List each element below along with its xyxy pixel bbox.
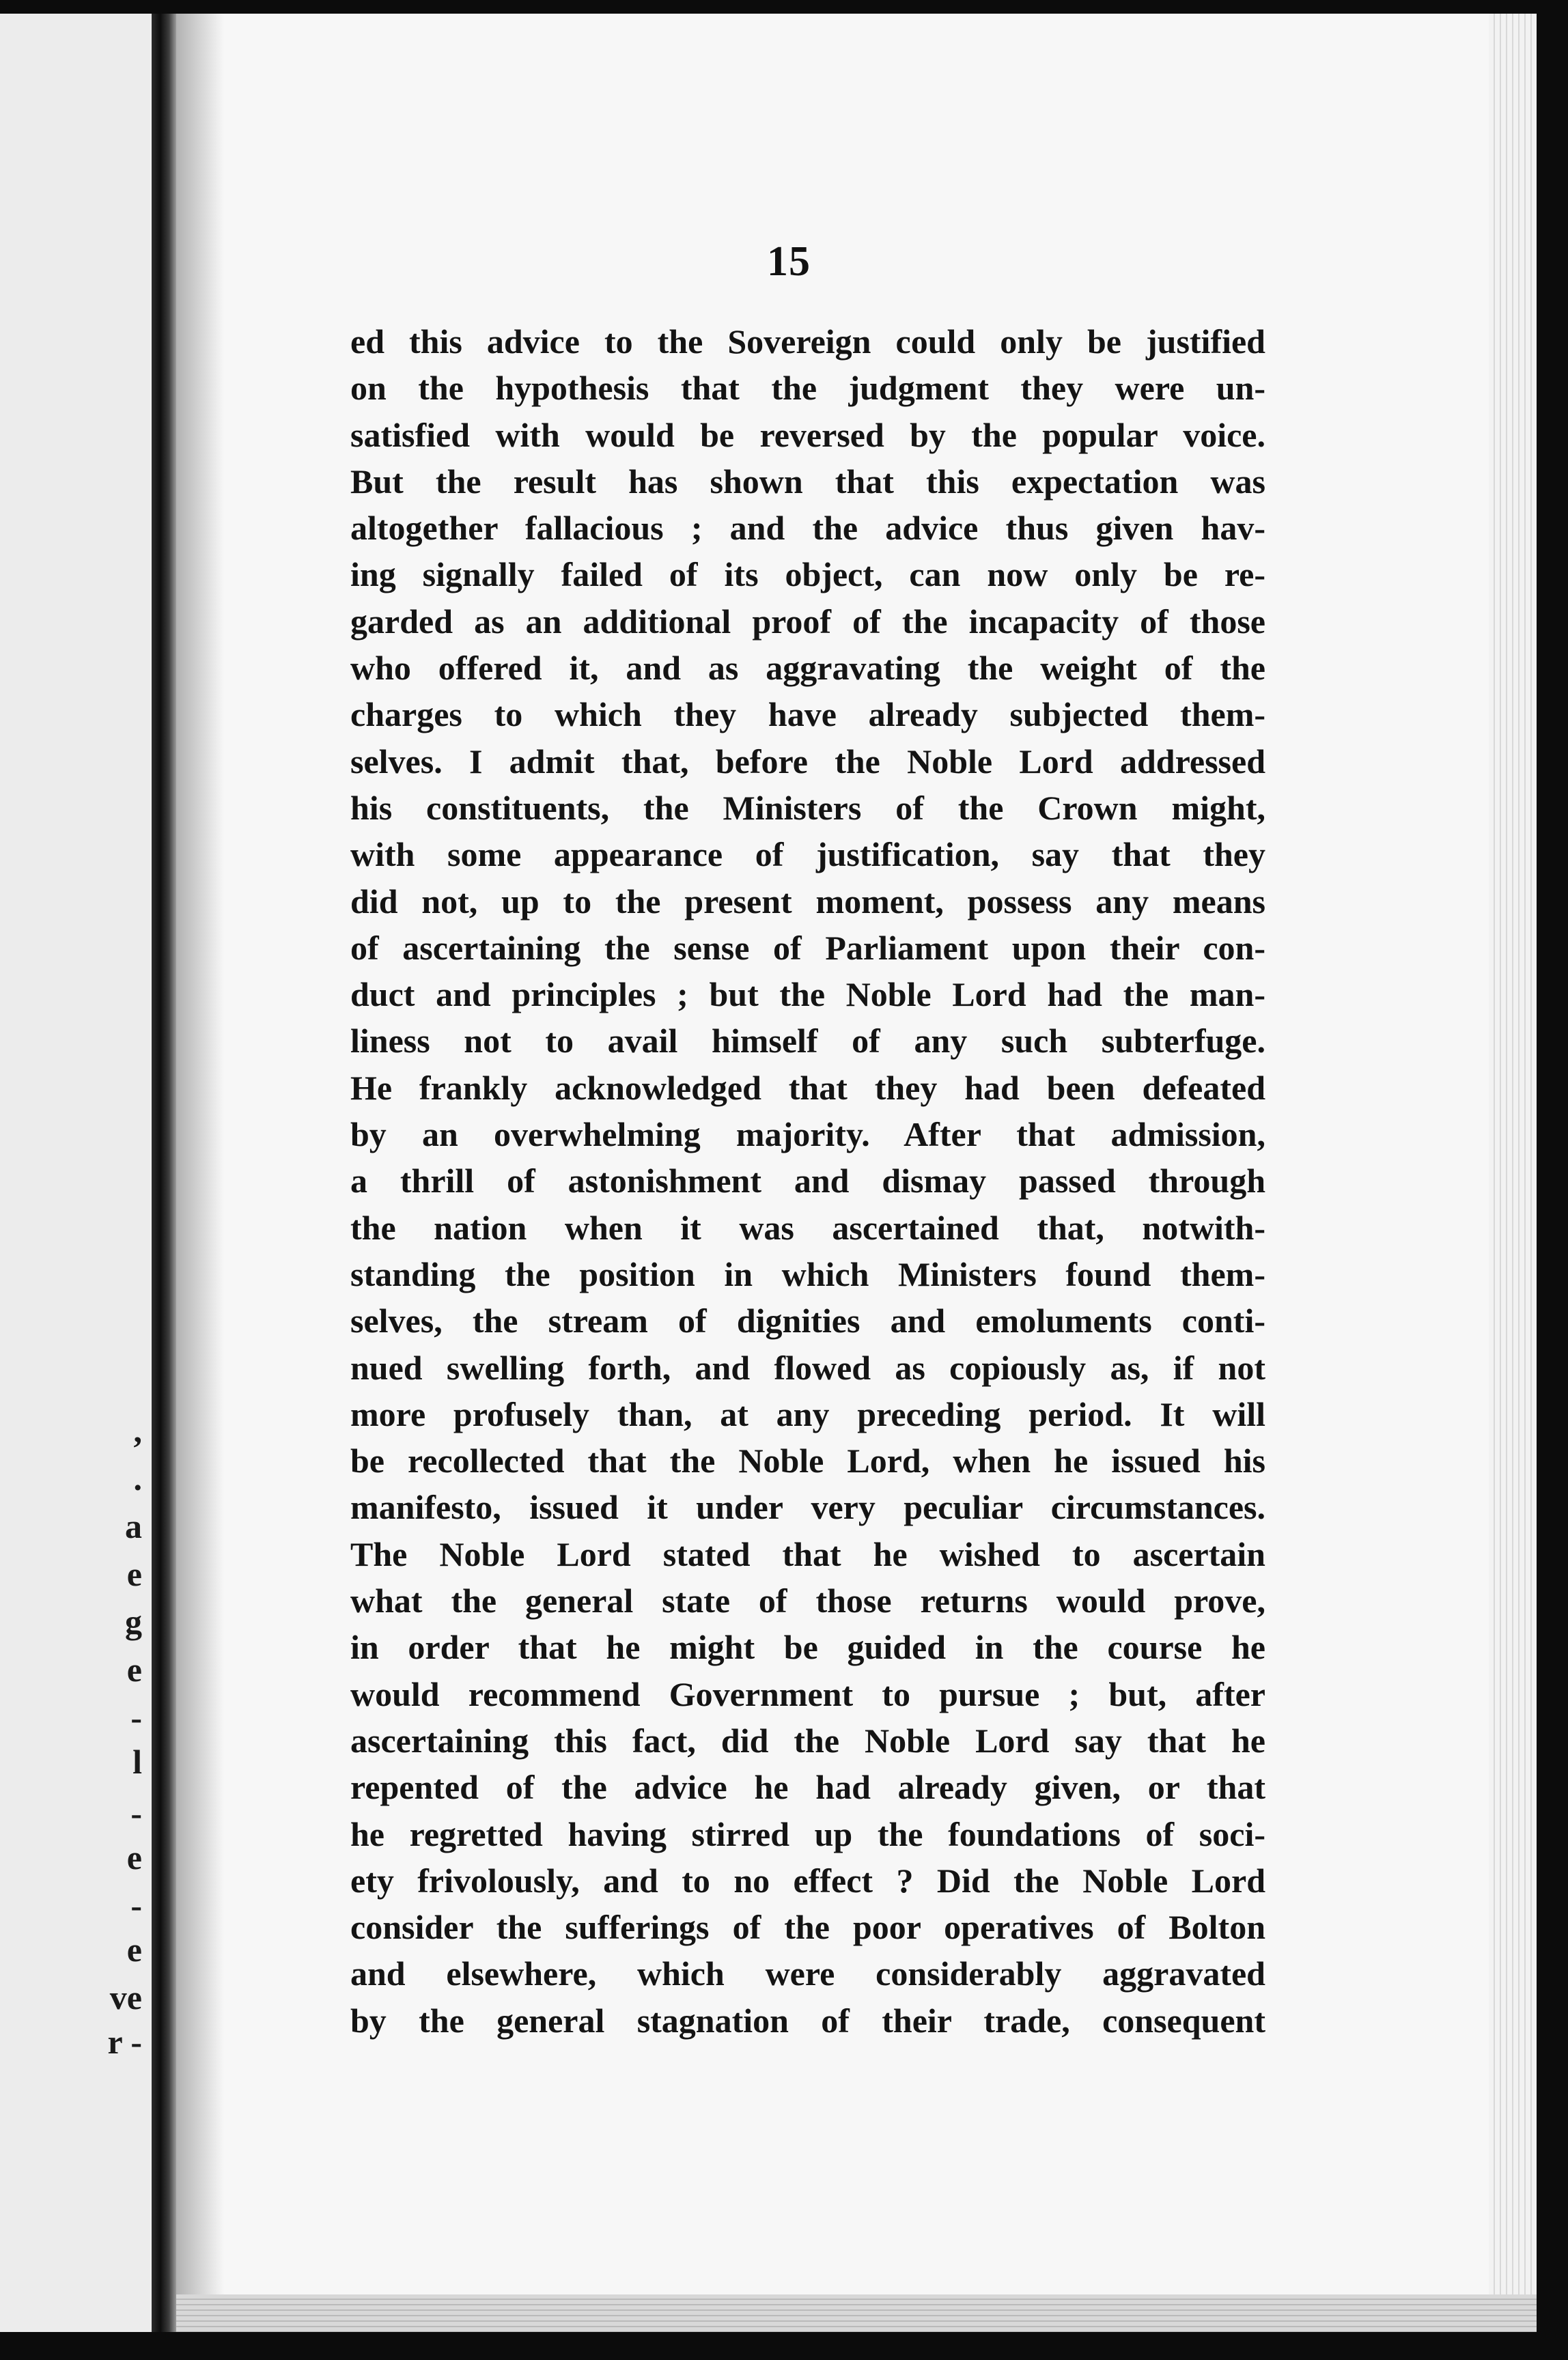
fragment: e — [126, 1930, 142, 1969]
text-line: by an overwhelming majority. After that admission, — [350, 1115, 1265, 1154]
text-line: a thrill of astonishment and dismay passed through — [350, 1162, 1265, 1200]
text-line: ascertaining this fact, did the Noble Lord say that he — [350, 1721, 1265, 1760]
page-number: 15 — [767, 238, 811, 285]
facing-page-left — [0, 14, 152, 2332]
text-line: standing the position in which Ministers found them- — [350, 1254, 1265, 1293]
text-line: be recollected that the Noble Lord, when he issued his — [350, 1442, 1265, 1480]
facing-page-text-fragments — [101, 14, 142, 2332]
text-line: selves, the stream of dignities and emoluments conti- — [350, 1302, 1265, 1340]
text-line: by the general stagnation of their trade, consequent — [350, 2001, 1265, 2040]
fragment: - — [130, 1698, 142, 1737]
text-line: ety frivolously, and to no effect ? Did the Noble Lord — [350, 1861, 1265, 1900]
text-line: did not, up to the present moment, possess any means — [350, 882, 1265, 921]
text-line: of ascertaining the sense of Parliament upon their con- — [350, 928, 1265, 967]
page-fore-edge — [1489, 14, 1537, 2332]
fragment: - — [130, 1886, 142, 1924]
text-line: in order that he might be guided in the course he — [350, 1628, 1265, 1667]
text-line: ed this advice to the Sovereign could only be justified — [350, 322, 1265, 361]
fragment: . — [133, 1459, 142, 1498]
text-line: repented of the advice he had already given, or that — [350, 1768, 1265, 1807]
text-line: satisfied with would be reversed by the popular voice. — [350, 415, 1265, 454]
text-line: more profusely than, at any preceding period. It will — [350, 1394, 1265, 1433]
fragment: e — [126, 1838, 142, 1877]
page-body-text — [350, 318, 1265, 2044]
text-line: selves. I admit that, before the Noble Lord addressed — [350, 742, 1265, 781]
fragment: - — [130, 1794, 142, 1832]
text-line: what the general state of those returns would prove, — [350, 1582, 1265, 1620]
text-line: and elsewhere, which were considerably aggravated — [350, 1954, 1265, 1993]
text-line: who offered it, and as aggravating the weight of the — [350, 649, 1265, 688]
fragment: ve — [109, 1978, 142, 2017]
text-line: the nation when it was ascertained that, notwith- — [350, 1208, 1265, 1247]
text-line: manifesto, issued it under very peculiar circumstances. — [350, 1488, 1265, 1527]
fragment: e — [126, 1650, 142, 1689]
text-line: he regretted having stirred up the foundations of soci- — [350, 1814, 1265, 1853]
fragment: a — [125, 1507, 142, 1545]
text-line: liness not to avail himself of any such subterfuge. — [350, 1022, 1265, 1060]
text-line: duct and principles ; but the Noble Lord had the man- — [350, 975, 1265, 1014]
fragment: l — [132, 1743, 142, 1781]
fragment: e — [126, 1555, 142, 1593]
fragment: , — [133, 1411, 142, 1450]
fragment: g — [125, 1603, 142, 1641]
text-line: nued swelling forth, and flowed as copiously as, if not — [350, 1348, 1265, 1387]
text-line: on the hypothesis that the judgment they were un- — [350, 369, 1265, 408]
text-line: The Noble Lord stated that he wished to ascertain — [350, 1534, 1265, 1573]
text-line: garded as an additional proof of the incapacity of those — [350, 602, 1265, 641]
text-line: charges to which they have already subjected them- — [350, 695, 1265, 734]
text-line: He frankly acknowledged that they had been defeated — [350, 1068, 1265, 1107]
book-gutter — [152, 14, 176, 2332]
gutter-shadow — [176, 14, 224, 2332]
text-line: with some appearance of justification, say that they — [350, 835, 1265, 874]
page-bottom-edge — [176, 2294, 1537, 2332]
text-line: would recommend Government to pursue ; but, after — [350, 1674, 1265, 1713]
text-line: But the result has shown that this expectation was — [350, 462, 1265, 501]
text-line: altogether fallacious ; and the advice thus given hav- — [350, 509, 1265, 548]
text-line: consider the sufferings of the poor operatives of Bolton — [350, 1908, 1265, 1947]
text-line: ing signally failed of its object, can now only be re- — [350, 555, 1265, 594]
fragment: r - — [107, 2023, 142, 2061]
text-line: his constituents, the Ministers of the Crown might, — [350, 788, 1265, 827]
